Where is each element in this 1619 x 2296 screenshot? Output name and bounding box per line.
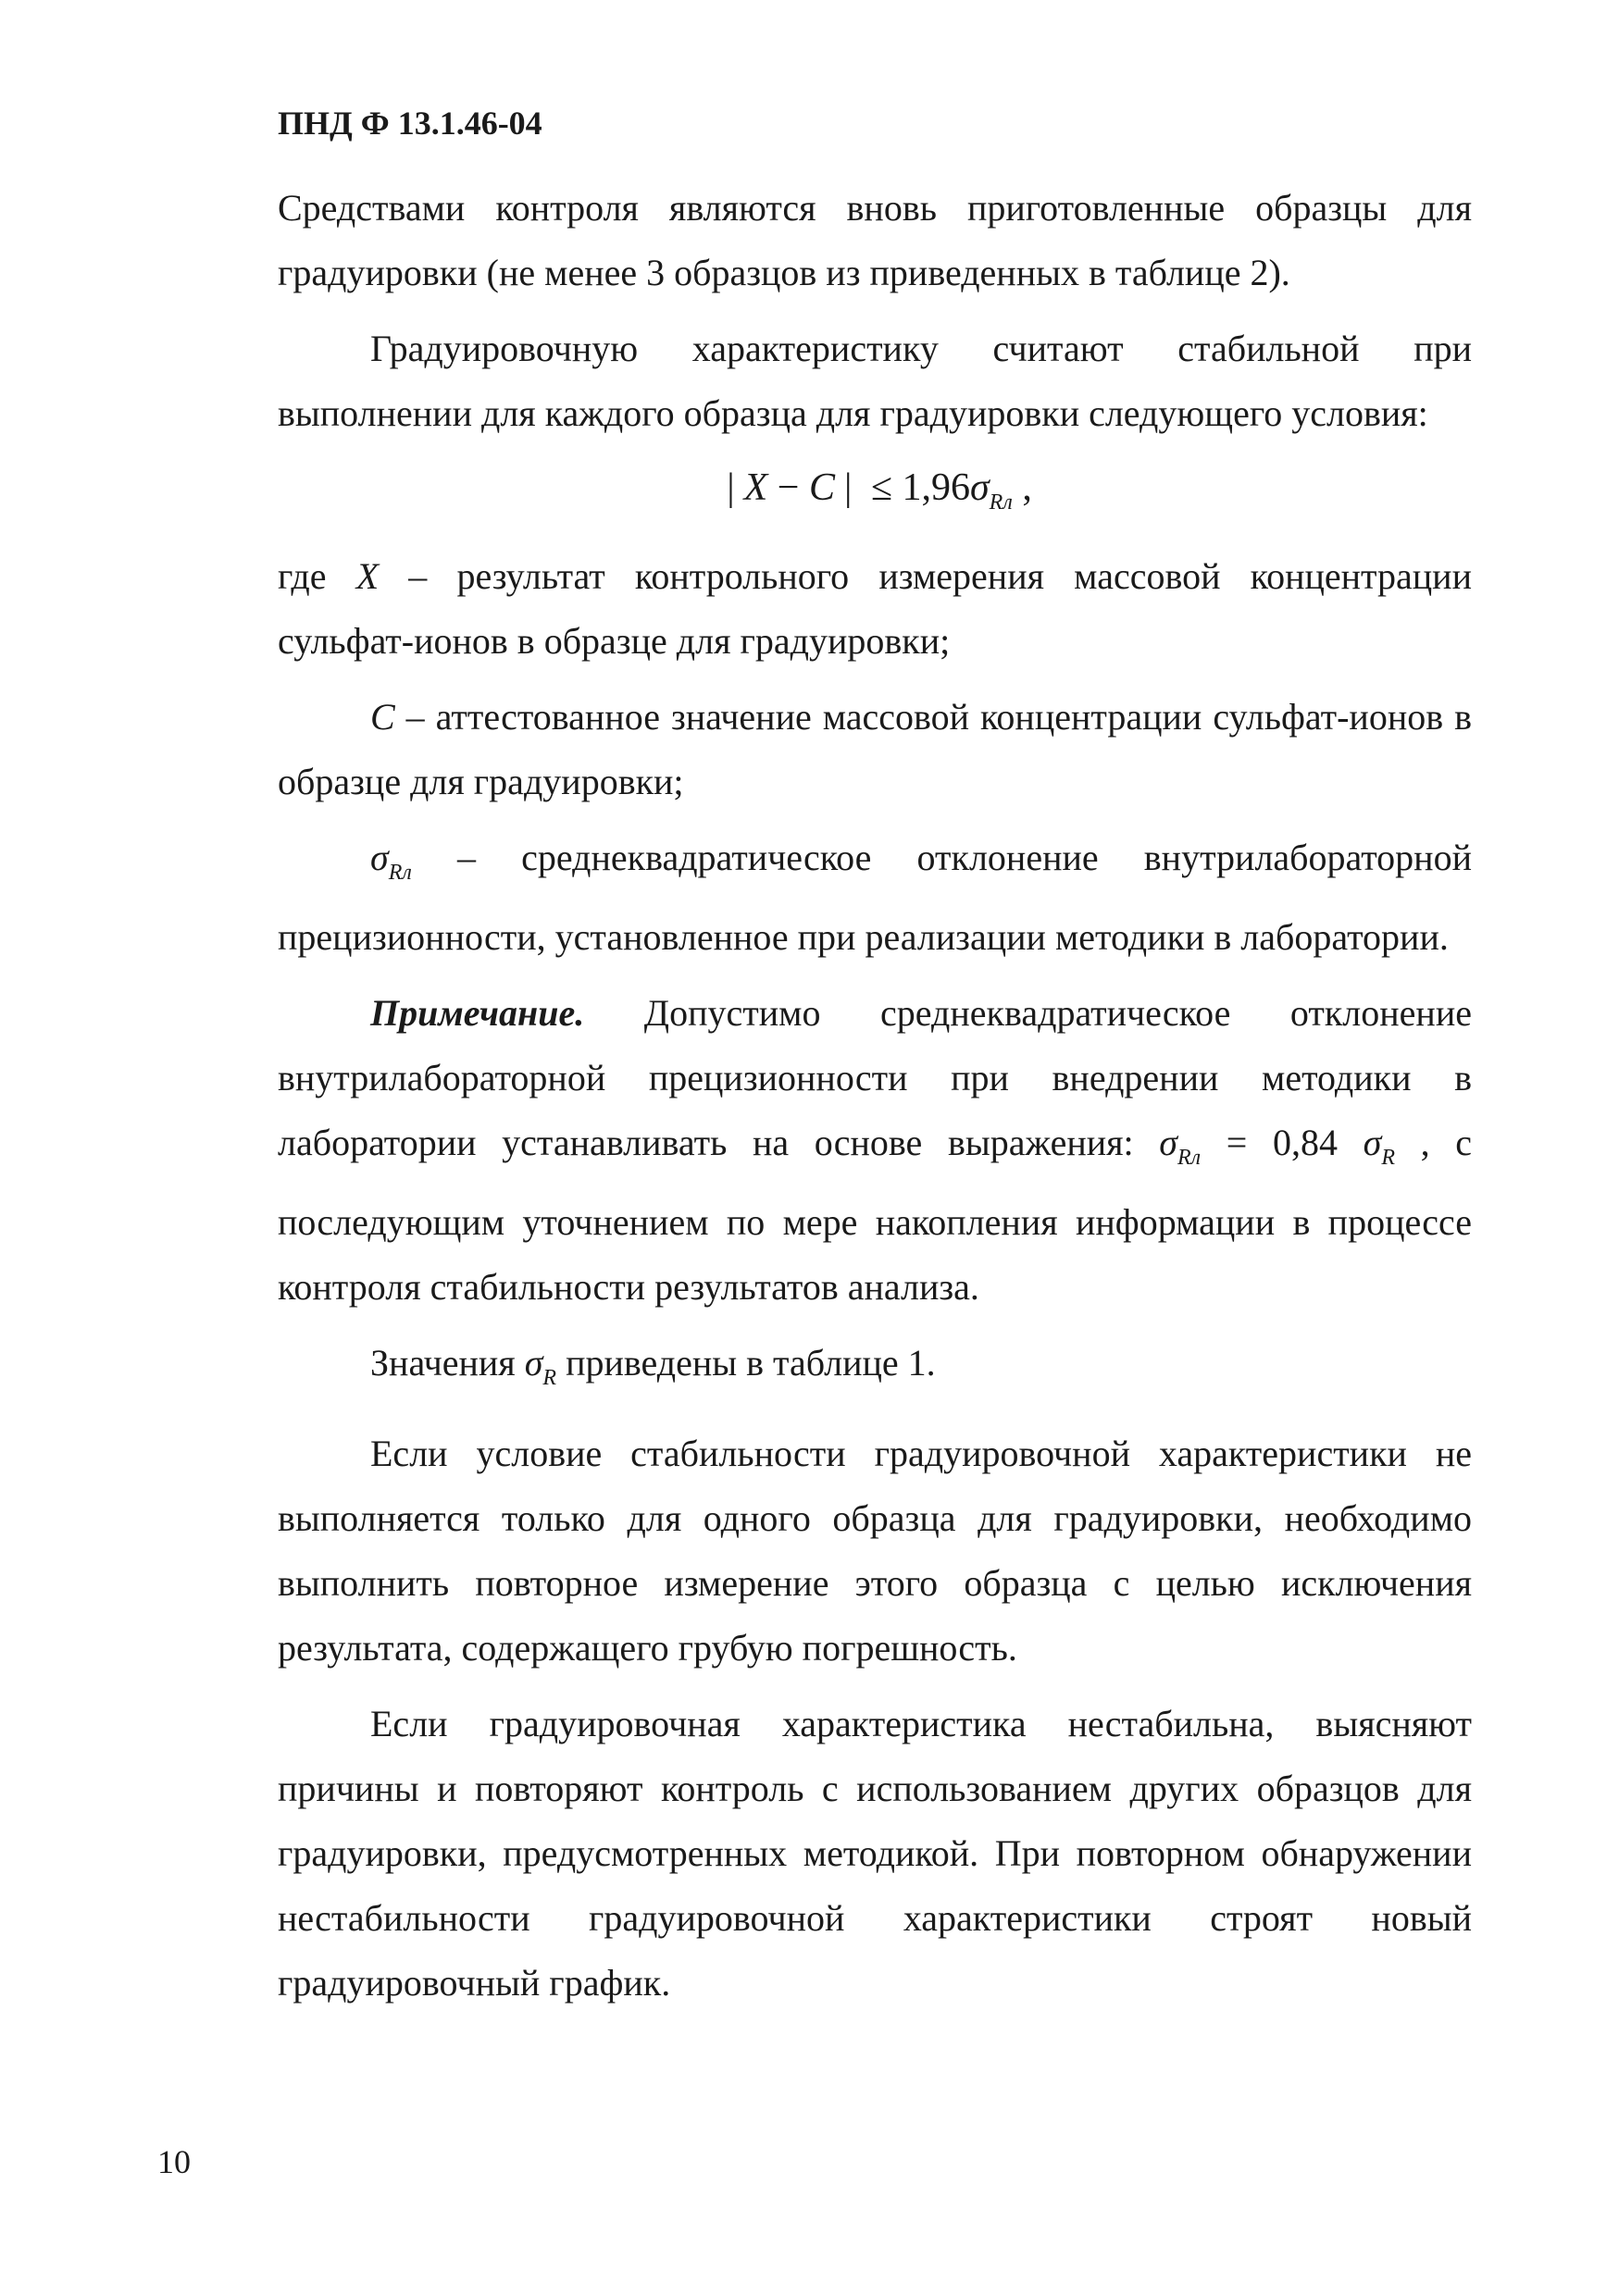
note-sigma-r: σ: [1363, 1122, 1382, 1163]
note-sub-l: л: [1190, 1146, 1202, 1170]
note-sigma-rl: σ: [1159, 1122, 1177, 1163]
paragraph-note: [278, 981, 1472, 1320]
abs-bar-right: |: [843, 466, 853, 509]
where-prefix: где: [278, 555, 356, 597]
values-sigma-sub: R: [542, 1366, 557, 1390]
paragraph-values: [278, 1331, 1472, 1410]
formula-tail: ,: [1012, 466, 1032, 509]
symbol-sigma: σ: [370, 837, 389, 878]
values-post: приведены в таблице 1.: [556, 1342, 936, 1384]
formula-relation: ≤ 1,96: [861, 466, 970, 509]
formula-x: X: [743, 466, 768, 509]
symbol-x: X: [355, 555, 380, 597]
paragraph-control-means: Средствами контроля являются вновь приготовленные образцы для градуировки (не менее 3 образцов из приведенных в таблице 2).: [278, 187, 1472, 293]
paragraph-stability-condition: Градуировочную характеристику считают стабильной при выполнении для каждого образца для градуировки следующего условия:: [278, 328, 1472, 434]
stability-formula: [278, 446, 1472, 544]
formula-sub-r: R: [989, 490, 1003, 515]
note-formula-eq: = 0,84: [1201, 1122, 1364, 1163]
note-text-1: Допустимо среднеквадратическое отклонение внутрилабораторной прецизионности при внедрении методики в лаборатории устанавливать на основе выражения:: [278, 992, 1472, 1163]
paragraph-where-x: [278, 544, 1472, 674]
paragraph-unstable-characteristic: Если градуировочная характеристика нестабильна, выясняют причины и повторяют контроль с использованием других образцов для градуировки, предусмотренных методикой. При повторном обнаружении нестабильности градуировочной характеристики строят новый градуировочный график.: [278, 1703, 1472, 2004]
note-sigma-r-sub: R: [1381, 1146, 1395, 1170]
document-header: ПНД Ф 13.1.46-04: [278, 105, 542, 142]
formula-c: C: [808, 466, 835, 509]
page-number: 10: [157, 2143, 191, 2180]
paragraph-where-sigma: [278, 825, 1472, 970]
values-pre: Значения: [370, 1342, 525, 1384]
sigma-sub-l: л: [402, 861, 412, 885]
note-sub-r: R: [1177, 1146, 1191, 1170]
formula-minus: −: [767, 466, 809, 509]
values-sigma: σ: [524, 1342, 543, 1384]
where-x-text: – результат контрольного измерения массовой концентрации сульфат-ионов в образце для градуировки;: [278, 555, 1472, 662]
note-label: Примечание.: [370, 992, 585, 1034]
paragraph-single-sample-failure: Если условие стабильности градуировочной характеристики не выполняется только для одного образца для градуировки, необходимо выполнить повторное измерение этого образца с целью исключения результата, содержащего грубую погрешность.: [278, 1433, 1472, 1669]
formula-sigma: σ: [969, 466, 990, 509]
sigma-sub-r: R: [388, 861, 403, 885]
note-text-2: , с последующим уточнением по мере накопления информации в процессе контроля стабильности результатов анализа.: [278, 1122, 1472, 1308]
where-sigma-text: – среднеквадратическое отклонение внутрилабораторной прецизионности, установленное при реализации методики в лаборатории.: [278, 837, 1472, 958]
where-c-text: – аттестованное значение массовой концентрации сульфат-ионов в образце для градуировки;: [278, 696, 1472, 802]
document-body: [278, 176, 1472, 2016]
symbol-c: C: [370, 696, 395, 738]
paragraph-where-c: [278, 685, 1472, 814]
abs-bar-left: |: [727, 466, 735, 509]
formula-sub-l: л: [1003, 490, 1013, 515]
